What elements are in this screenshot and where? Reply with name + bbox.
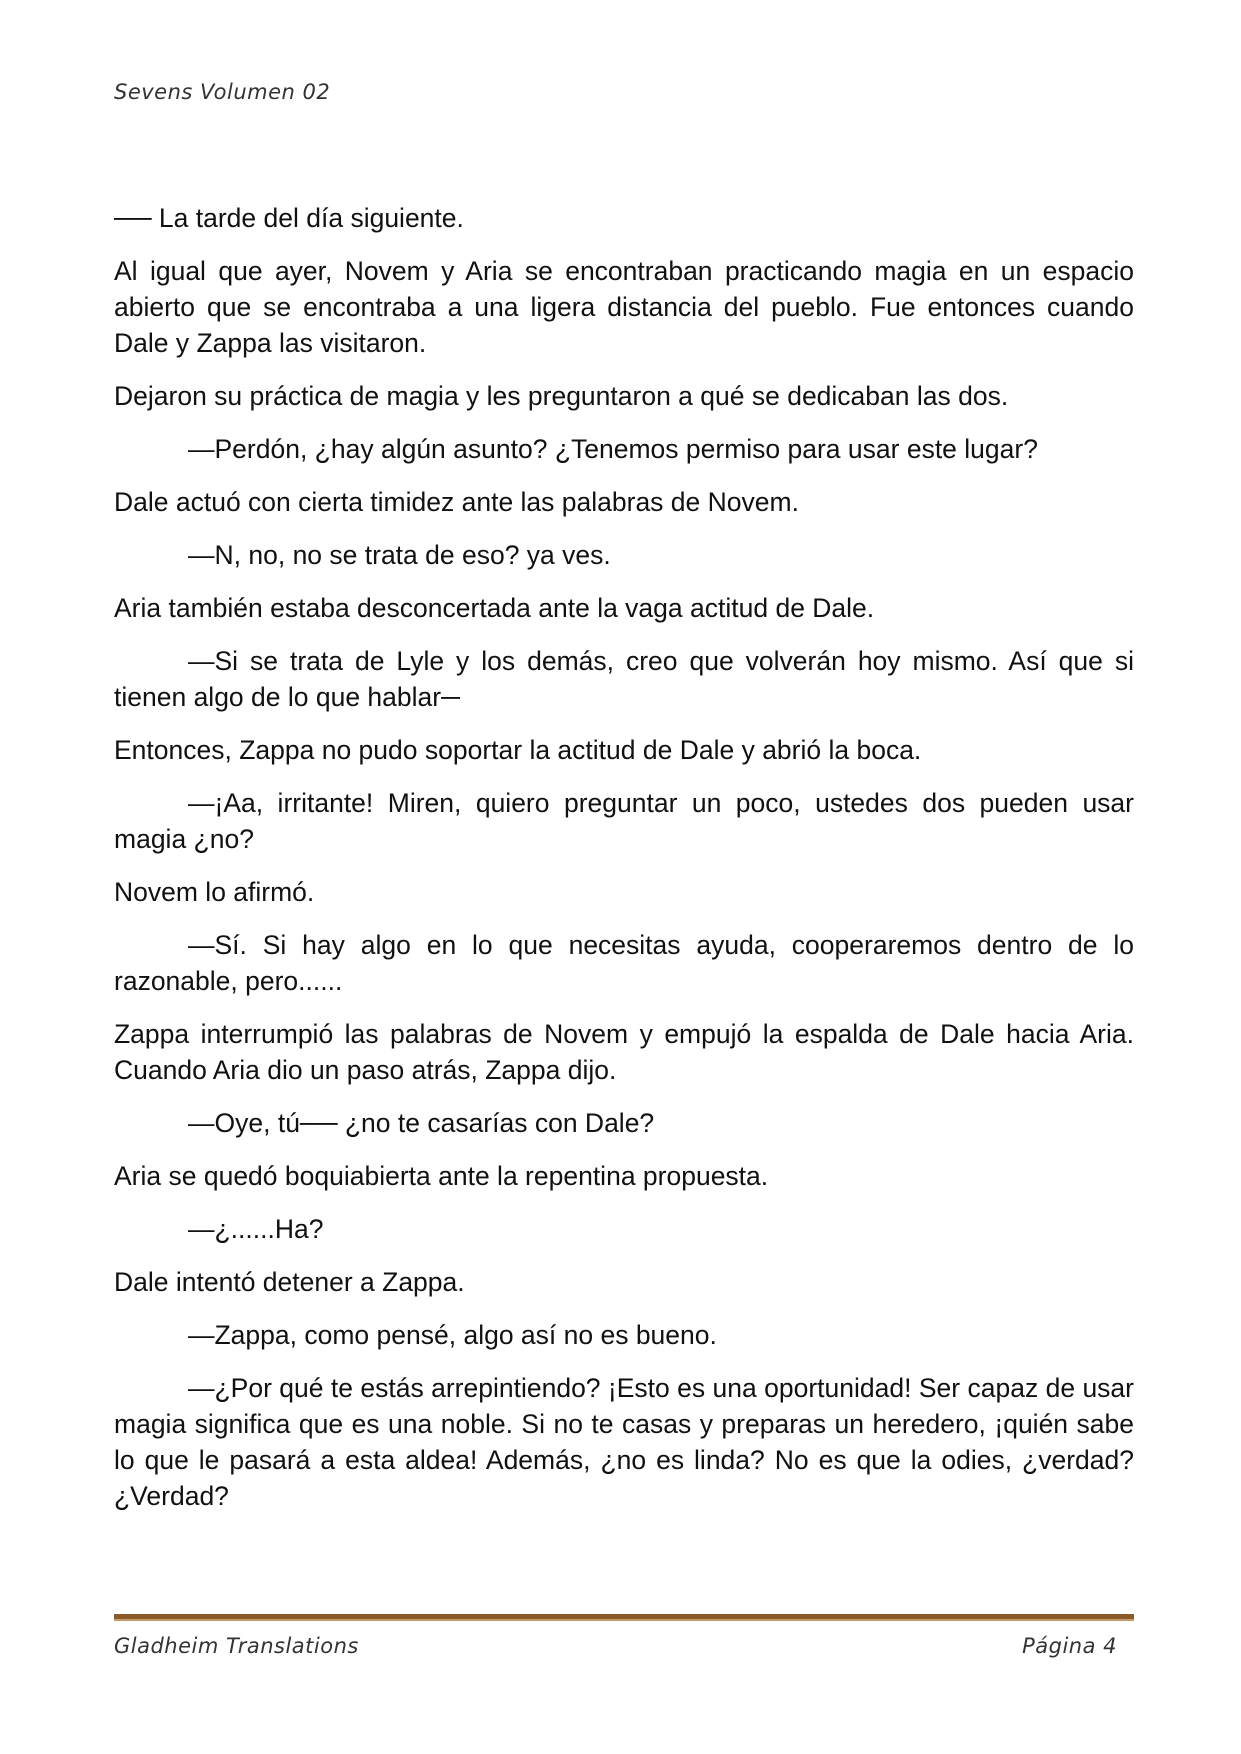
paragraph: Dejaron su práctica de magia y les preguntaron a qué se dedicaban las dos. [114,381,1009,411]
dialogue-paragraph: —Sí. Si hay algo en lo que necesitas ayuda, cooperaremos dentro de lo razonable, pero...... [114,930,1134,996]
dialogue-paragraph: —Perdón, ¿hay algún asunto? ¿Tenemos permiso para usar este lugar? [188,434,1038,464]
paragraph: Entonces, Zappa no pudo soportar la actitud de Dale y abrió la boca. [114,735,922,765]
paragraph: Dale intentó detener a Zappa. [114,1267,465,1297]
footer-divider [114,1614,1134,1621]
dialogue-paragraph: —Zappa, como pensé, algo así no es bueno. [188,1320,717,1350]
dialogue-paragraph: —N, no, no se trata de eso? ya ves. [188,540,611,570]
dialogue-paragraph: —¿......Ha? [188,1214,324,1244]
dialogue-paragraph: —Si se trata de Lyle y los demás, creo que volverán hoy mismo. Así que si tienen algo de lo que hablar─ [114,646,1134,712]
paragraph: Aria también estaba desconcertada ante la vaga actitud de Dale. [114,593,875,623]
paragraph: ── La tarde del día siguiente. [114,203,464,233]
dialogue-paragraph: —Oye, tú── ¿no te casarías con Dale? [188,1108,655,1138]
dialogue-paragraph: —¡Aa, irritante! Miren, quiero preguntar un poco, ustedes dos pueden usar magia ¿no? [114,788,1134,854]
paragraph: Zappa interrumpió las palabras de Novem y empujó la espalda de Dale hacia Aria. Cuando Aria dio un paso atrás, Zappa dijo. [114,1019,1134,1085]
dialogue-paragraph: —¿Por qué te estás arrepintiendo? ¡Esto es una oportunidad! Ser capaz de usar magia significa que es una noble. Si no te casas y preparas un heredero, ¡quién sabe lo que le pasará a esta aldea! Además, ¿no es linda? No es que la odies, ¿verdad? ¿Verdad? [114,1373,1134,1511]
paragraph: Dale actuó con cierta timidez ante las palabras de Novem. [114,487,799,517]
paragraph: Novem lo afirmó. [114,877,315,907]
paragraph: Al igual que ayer, Novem y Aria se encontraban practicando magia en un espacio abierto que se encontraba a una ligera distancia del pueblo. Fue entonces cuando Dale y Zappa las visitaron. [114,256,1134,358]
footer-publisher: Gladheim Translations [114,1634,359,1658]
footer-page-number: Página 4 [1022,1634,1117,1658]
running-header: Sevens Volumen 02 [114,80,331,104]
paragraph: Aria se quedó boquiabierta ante la repentina propuesta. [114,1161,769,1191]
body-text [114,200,1134,1531]
